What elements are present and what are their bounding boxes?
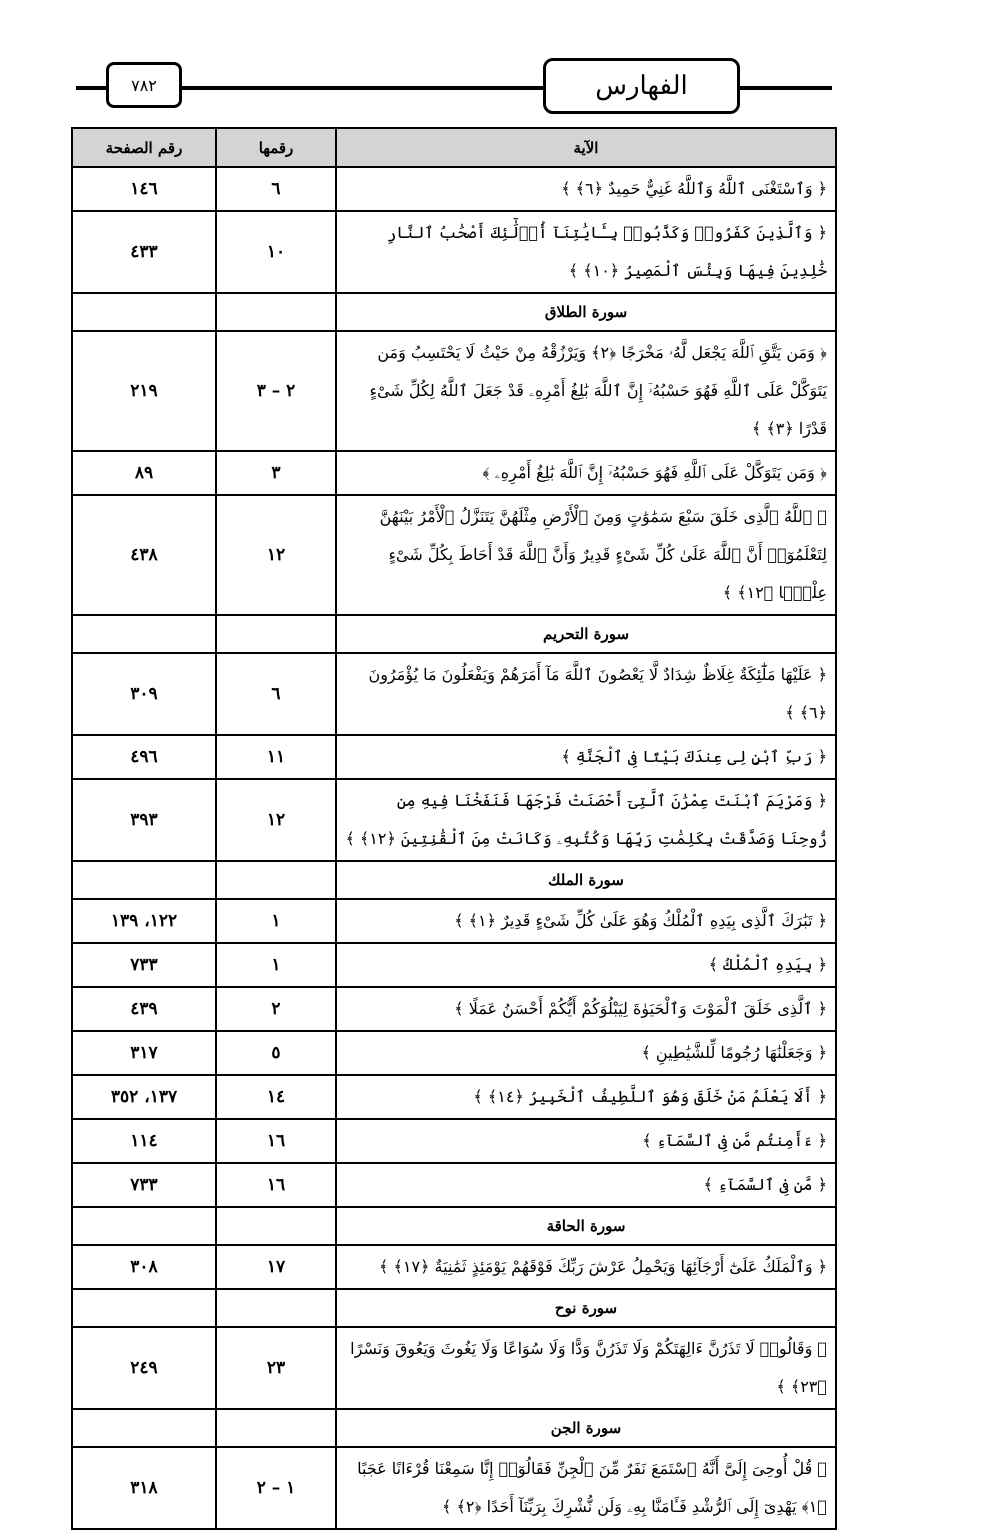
ayah-text: ﴿ رَبِّ ٱبْنِ لِى عِندَكَ بَيْتًا فِى ٱلْجَنَّةِ ﴾ (336, 735, 836, 779)
page-number: ٧٨٢ (106, 62, 182, 108)
ayah-text: ﴿ ءَأَمِنتُم مَّن فِى ٱلسَّمَآءِ ﴾ (336, 1119, 836, 1163)
verse-number-cell: ١٧ (216, 1245, 336, 1289)
table-header-row (72, 128, 836, 167)
page-number-cell: ٢١٩ (72, 331, 216, 451)
verse-number-cell: ١١ (216, 735, 336, 779)
verse-number-cell (216, 615, 336, 653)
page-number-cell: ١٤٦ (72, 167, 216, 211)
surah-heading-row (72, 1289, 836, 1327)
verse-number-cell: ٢٣ (216, 1327, 336, 1409)
page-number-cell (72, 861, 216, 899)
page-number-cell: ١٢٢، ١٣٩ (72, 899, 216, 943)
ayah-text: ﴿ قُلْ أُوحِىَ إِلَىَّ أَنَّهُ ٱسْتَمَعَ نَفَرٌ مِّنَ ٱلْجِنِّ فَقَالُوٓا۟ إِنَّا سَمِعْنَا قُرْءَانًا عَجَبًا ﴿١﴾ يَهْدِىٓ إِلَى ٱلرُّشْدِ فَـَٔامَنَّا بِهِۦ وَلَن نُّشْرِكَ بِرَبِّنَآ أَحَدًا ﴿٢﴾ ﴾ (336, 1447, 836, 1529)
verse-number-cell: ٦ (216, 653, 336, 735)
page-number-cell: ٣٠٩ (72, 653, 216, 735)
verse-number-cell (216, 1289, 336, 1327)
verse-number-cell (216, 1207, 336, 1245)
page-number-cell: ٢٤٩ (72, 1327, 216, 1409)
surah-title: سورة الجن (336, 1409, 836, 1447)
table-row (72, 495, 836, 615)
page-number-cell (72, 293, 216, 331)
column-header-number: رقمها (216, 128, 336, 167)
page-number-cell (72, 1409, 216, 1447)
page-number-cell: ٣٩٣ (72, 779, 216, 861)
table-row (72, 779, 836, 861)
ayah-text: ﴿ وَٱلْمَلَكُ عَلَىٰٓ أَرْجَآئِهَا وَيَحْمِلُ عَرْشَ رَبِّكَ فَوْقَهُمْ يَوْمَئِذٍ ثَمَٰنِيَةٌ ﴿١٧﴾ ﴾ (336, 1245, 836, 1289)
surah-heading-row (72, 615, 836, 653)
page-number-cell: ٤٣٣ (72, 211, 216, 293)
page-number-cell: ٤٩٦ (72, 735, 216, 779)
table-row (72, 211, 836, 293)
ayah-text: ﴿ وَٱسْتَغْنَى ٱللَّهُ وَٱللَّهُ غَنِيٌّ حَمِيدٌ ﴿٦﴾ ﴾ (336, 167, 836, 211)
ayah-text: ﴿ وَمَن يَتَّقِ ٱللَّهَ يَجْعَل لَّهُۥ مَخْرَجًا ﴿٢﴾ وَيَرْزُقْهُ مِنْ حَيْثُ لَا يَحْتَسِبُ وَمَن يَتَوَكَّلْ عَلَى ٱللَّهِ فَهُوَ حَسْبُهُۥٓ إِنَّ ٱللَّهَ بَٰلِغُ أَمْرِهِۦ قَدْ جَعَلَ ٱللَّهُ لِكُلِّ شَىْءٍ قَدْرًا ﴿٣﴾ ﴾ (336, 331, 836, 451)
surah-title: سورة الطلاق (336, 293, 836, 331)
page-number-cell: ٣٠٨ (72, 1245, 216, 1289)
table-row (72, 1031, 836, 1075)
ayah-text: ﴿ تَبَٰرَكَ ٱلَّذِى بِيَدِهِ ٱلْمُلْكُ وَهُوَ عَلَىٰ كُلِّ شَىْءٍ قَدِيرٌ ﴿١﴾ ﴾ (336, 899, 836, 943)
verse-number-cell: ١٤ (216, 1075, 336, 1119)
surah-heading-row (72, 861, 836, 899)
ayah-text: ﴿ ٱللَّهُ ٱلَّذِى خَلَقَ سَبْعَ سَمَٰوَٰتٍ وَمِنَ ٱلْأَرْضِ مِثْلَهُنَّ يَتَنَزَّلُ ٱلْأَمْرُ بَيْنَهُنَّ لِتَعْلَمُوٓا۟ أَنَّ ٱللَّهَ عَلَىٰ كُلِّ شَىْءٍ قَدِيرٌ وَأَنَّ ٱللَّهَ قَدْ أَحَاطَ بِكُلِّ شَىْءٍ عِلْمًۢا ﴿١٢﴾ ﴾ (336, 495, 836, 615)
table-row (72, 943, 836, 987)
ayah-text: ﴿ وَمَن يَتَوَكَّلْ عَلَى ٱللَّهِ فَهُوَ حَسْبُهُۥٓ إِنَّ ٱللَّهَ بَٰلِغُ أَمْرِهِۦ ﴾ (336, 451, 836, 495)
page-number-cell (72, 1289, 216, 1327)
surah-title: سورة التحريم (336, 615, 836, 653)
table-row (72, 1119, 836, 1163)
column-header-page: رقم الصفحة (72, 128, 216, 167)
table-row (72, 899, 836, 943)
ayah-text: ﴿ وَٱلَّذِينَ كَفَرُوا۟ وَكَذَّبُوا۟ بِـَٔايَٰتِنَآ أُو۟لَٰٓئِكَ أَصْحَٰبُ ٱلنَّارِ خَٰلِدِينَ فِيهَا وَبِئْسَ ٱلْمَصِيرُ ﴿١٠﴾ ﴾ (336, 211, 836, 293)
ayah-text: ﴿ مَّن فِى ٱلسَّمَآءِ ﴾ (336, 1163, 836, 1207)
verse-number-cell: ١ – ٢ (216, 1447, 336, 1529)
table-row (72, 1245, 836, 1289)
page-title: الفهارس (543, 58, 740, 114)
ayah-text: ﴿ بِيَدِهِ ٱلْمُلْكُ ﴾ (336, 943, 836, 987)
page-number-cell: ٧٣٣ (72, 943, 216, 987)
table-row (72, 653, 836, 735)
page-number-cell: ١٣٧، ٣٥٢ (72, 1075, 216, 1119)
verse-number-cell: ٢ (216, 987, 336, 1031)
ayah-text: ﴿ وَقَالُوا۟ لَا تَذَرُنَّ ءَالِهَتَكُمْ وَلَا تَذَرُنَّ وَدًّا وَلَا سُوَاعًا وَلَا يَغُوثَ وَيَعُوقَ وَنَسْرًا ﴿٢٣﴾ ﴾ (336, 1327, 836, 1409)
verse-number-cell (216, 293, 336, 331)
verse-number-cell: ١ (216, 943, 336, 987)
page-number-cell: ٣١٧ (72, 1031, 216, 1075)
page-number-cell: ١١٤ (72, 1119, 216, 1163)
verse-number-cell: ١٠ (216, 211, 336, 293)
surah-title: سورة نوح (336, 1289, 836, 1327)
table-row (72, 331, 836, 451)
table-row (72, 735, 836, 779)
page-number-cell (72, 615, 216, 653)
verse-number-cell: ١٦ (216, 1163, 336, 1207)
column-header-ayah: الآية (336, 128, 836, 167)
surah-title: سورة الحاقة (336, 1207, 836, 1245)
verse-number-cell: ١ (216, 899, 336, 943)
table-row (72, 1327, 836, 1409)
verse-number-cell: ٦ (216, 167, 336, 211)
ayah-text: ﴿ وَجَعَلْنَٰهَا رُجُومًا لِّلشَّيَٰطِينِ ﴾ (336, 1031, 836, 1075)
ayah-text: ﴿ ٱلَّذِى خَلَقَ ٱلْمَوْتَ وَٱلْحَيَوٰةَ لِيَبْلُوَكُمْ أَيُّكُمْ أَحْسَنُ عَمَلًا ﴾ (336, 987, 836, 1031)
page-number-cell: ٤٣٩ (72, 987, 216, 1031)
table-row (72, 1163, 836, 1207)
page-number-cell (72, 1207, 216, 1245)
table-row (72, 451, 836, 495)
page-number-cell: ٤٣٨ (72, 495, 216, 615)
verse-number-cell: ٣ (216, 451, 336, 495)
verse-number-cell (216, 861, 336, 899)
ayah-text: ﴿ وَمَرْيَمَ ٱبْنَتَ عِمْرَٰنَ ٱلَّتِىٓ أَحْصَنَتْ فَرْجَهَا فَنَفَخْنَا فِيهِ مِن رُّوحِنَا وَصَدَّقَتْ بِكَلِمَٰتِ رَبِّهَا وَكُتُبِهِۦ وَكَانَتْ مِنَ ٱلْقَٰنِتِينَ ﴿١٢﴾ ﴾ (336, 779, 836, 861)
verse-number-cell: ١٢ (216, 779, 336, 861)
verse-number-cell: ٢ – ٣ (216, 331, 336, 451)
ayah-text: ﴿ أَلَا يَعْلَمُ مَنْ خَلَقَ وَهُوَ ٱللَّطِيفُ ٱلْخَبِيرُ ﴿١٤﴾ ﴾ (336, 1075, 836, 1119)
surah-heading-row (72, 1207, 836, 1245)
page-number-cell: ٨٩ (72, 451, 216, 495)
surah-heading-row (72, 293, 836, 331)
verse-number-cell: ١٦ (216, 1119, 336, 1163)
page-number-cell: ٧٣٣ (72, 1163, 216, 1207)
page-number-cell: ٣١٨ (72, 1447, 216, 1529)
verse-number-cell: ١٢ (216, 495, 336, 615)
verse-number-cell: ٥ (216, 1031, 336, 1075)
table-body (72, 167, 836, 1529)
surah-heading-row (72, 1409, 836, 1447)
table-row (72, 167, 836, 211)
table-row (72, 1447, 836, 1529)
table-row (72, 987, 836, 1031)
verse-number-cell (216, 1409, 336, 1447)
surah-title: سورة الملك (336, 861, 836, 899)
ayah-text: ﴿ عَلَيْهَا مَلَٰٓئِكَةٌ غِلَاظٌ شِدَادٌ لَّا يَعْصُونَ ٱللَّهَ مَآ أَمَرَهُمْ وَيَفْعَلُونَ مَا يُؤْمَرُونَ ﴿٦﴾ ﴾ (336, 653, 836, 735)
verse-index-table (71, 127, 837, 1530)
table-row (72, 1075, 836, 1119)
